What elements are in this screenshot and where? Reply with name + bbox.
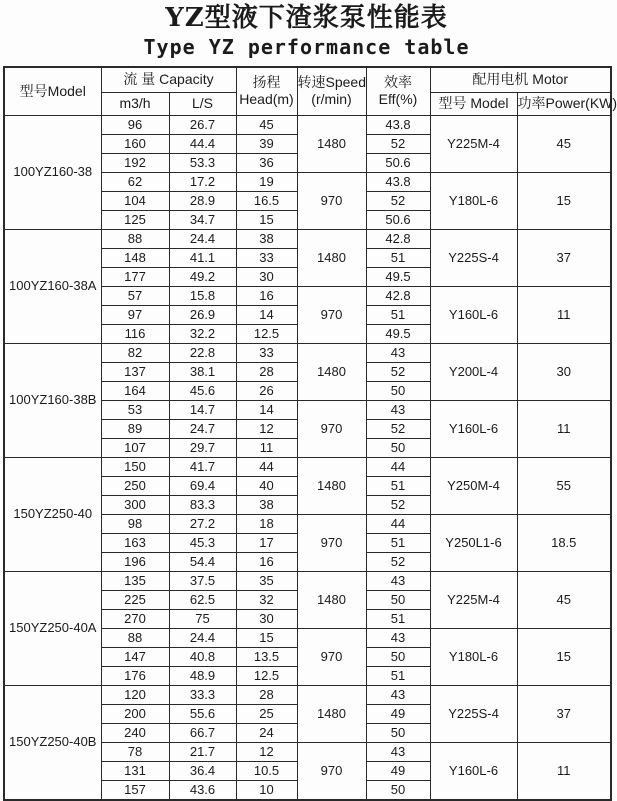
- eff-cell: 51: [366, 305, 430, 324]
- page-title-zh: YZ型液下渣浆泵性能表: [165, 3, 448, 33]
- speed-cell: 1480: [297, 685, 366, 742]
- head-cell: 35: [236, 571, 297, 590]
- capacity-m3h-cell: 88: [101, 628, 169, 647]
- header-motor-power: 功率Power(KW): [517, 92, 611, 115]
- head-cell: 10.5: [236, 761, 297, 780]
- capacity-m3h-cell: 53: [101, 400, 169, 419]
- capacity-ls-cell: 69.4: [169, 476, 236, 495]
- header-ls: L/S: [169, 92, 236, 115]
- head-cell: 30: [236, 267, 297, 286]
- head-cell: 19: [236, 172, 297, 191]
- eff-cell: 43: [366, 400, 430, 419]
- capacity-m3h-cell: 148: [101, 248, 169, 267]
- capacity-ls-cell: 55.6: [169, 704, 236, 723]
- capacity-ls-cell: 83.3: [169, 495, 236, 514]
- capacity-ls-cell: 45.6: [169, 381, 236, 400]
- eff-cell: 43: [366, 742, 430, 761]
- capacity-m3h-cell: 88: [101, 229, 169, 248]
- eff-cell: 50: [366, 590, 430, 609]
- eff-cell: 51: [366, 666, 430, 685]
- eff-cell: 52: [366, 419, 430, 438]
- capacity-m3h-cell: 116: [101, 324, 169, 343]
- capacity-ls-cell: 38.1: [169, 362, 236, 381]
- eff-cell: 50: [366, 381, 430, 400]
- head-cell: 45: [236, 115, 297, 134]
- head-cell: 33: [236, 248, 297, 267]
- capacity-m3h-cell: 96: [101, 115, 169, 134]
- capacity-m3h-cell: 107: [101, 438, 169, 457]
- motor-power-cell: 37: [517, 685, 611, 742]
- motor-model-cell: Y160L-6: [430, 286, 517, 343]
- model-cell: 100YZ160-38B: [4, 343, 101, 457]
- capacity-ls-cell: 66.7: [169, 723, 236, 742]
- capacity-ls-cell: 54.4: [169, 552, 236, 571]
- motor-model-cell: Y180L-6: [430, 628, 517, 685]
- speed-cell: 1480: [297, 115, 366, 172]
- head-cell: 12: [236, 742, 297, 761]
- capacity-m3h-cell: 300: [101, 495, 169, 514]
- header-eff: [366, 67, 430, 116]
- capacity-ls-cell: 41.7: [169, 457, 236, 476]
- capacity-m3h-cell: 150: [101, 457, 169, 476]
- speed-cell: 1480: [297, 229, 366, 286]
- performance-table: [3, 66, 617, 801]
- capacity-ls-cell: 34.7: [169, 210, 236, 229]
- capacity-m3h-cell: 78: [101, 742, 169, 761]
- capacity-m3h-cell: 62: [101, 172, 169, 191]
- capacity-ls-cell: 62.5: [169, 590, 236, 609]
- head-cell: 15: [236, 628, 297, 647]
- eff-cell: 43: [366, 571, 430, 590]
- motor-power-cell: 37: [517, 229, 611, 286]
- capacity-ls-cell: 41.1: [169, 248, 236, 267]
- header-motor: 配用电机 Motor: [430, 67, 611, 93]
- capacity-m3h-cell: 164: [101, 381, 169, 400]
- head-cell: 14: [236, 400, 297, 419]
- head-cell: 24: [236, 723, 297, 742]
- capacity-m3h-cell: 89: [101, 419, 169, 438]
- capacity-m3h-cell: 147: [101, 647, 169, 666]
- eff-cell: 49.5: [366, 324, 430, 343]
- motor-model-cell: Y180L-6: [430, 172, 517, 229]
- head-cell: 17: [236, 533, 297, 552]
- eff-cell: 50: [366, 438, 430, 457]
- head-cell: 13.5: [236, 647, 297, 666]
- motor-power-cell: 45: [517, 571, 611, 628]
- speed-cell: 1480: [297, 571, 366, 628]
- capacity-ls-cell: 28.9: [169, 191, 236, 210]
- speed-cell: 1480: [297, 343, 366, 400]
- table-row: [4, 457, 611, 476]
- eff-cell: 50: [366, 780, 430, 800]
- eff-cell: 52: [366, 495, 430, 514]
- capacity-m3h-cell: 225: [101, 590, 169, 609]
- head-cell: 44: [236, 457, 297, 476]
- capacity-ls-cell: 32.2: [169, 324, 236, 343]
- motor-model-cell: Y225S-4: [430, 229, 517, 286]
- capacity-m3h-cell: 192: [101, 153, 169, 172]
- capacity-ls-cell: 24.4: [169, 229, 236, 248]
- head-cell: 33: [236, 343, 297, 362]
- capacity-ls-cell: 27.2: [169, 514, 236, 533]
- capacity-ls-cell: 14.7: [169, 400, 236, 419]
- eff-cell: 50.6: [366, 153, 430, 172]
- head-cell: 40: [236, 476, 297, 495]
- capacity-ls-cell: 29.7: [169, 438, 236, 457]
- eff-cell: 42.8: [366, 229, 430, 248]
- capacity-ls-cell: 21.7: [169, 742, 236, 761]
- capacity-ls-cell: 26.9: [169, 305, 236, 324]
- head-cell: 16: [236, 286, 297, 305]
- header-eff-zh: 效率: [384, 73, 412, 90]
- capacity-ls-cell: 24.4: [169, 628, 236, 647]
- model-cell: 100YZ160-38A: [4, 229, 101, 343]
- capacity-m3h-cell: 97: [101, 305, 169, 324]
- eff-cell: 52: [366, 362, 430, 381]
- capacity-m3h-cell: 135: [101, 571, 169, 590]
- motor-model-cell: Y250L1-6: [430, 514, 517, 571]
- model-cell: 150YZ250-40: [4, 457, 101, 571]
- head-cell: 12.5: [236, 324, 297, 343]
- speed-cell: 970: [297, 400, 366, 457]
- eff-cell: 51: [366, 609, 430, 628]
- capacity-m3h-cell: 160: [101, 134, 169, 153]
- capacity-ls-cell: 37.5: [169, 571, 236, 590]
- motor-power-cell: 15: [517, 628, 611, 685]
- eff-cell: 52: [366, 191, 430, 210]
- capacity-m3h-cell: 196: [101, 552, 169, 571]
- motor-power-cell: 18.5: [517, 514, 611, 571]
- capacity-m3h-cell: 104: [101, 191, 169, 210]
- capacity-ls-cell: 40.8: [169, 647, 236, 666]
- motor-model-cell: Y225M-4: [430, 115, 517, 172]
- head-cell: 12: [236, 419, 297, 438]
- head-cell: 12.5: [236, 666, 297, 685]
- model-cell: 100YZ160-38: [4, 115, 101, 229]
- eff-cell: 43.8: [366, 172, 430, 191]
- header-head-en: Head(m): [239, 91, 294, 108]
- capacity-m3h-cell: 137: [101, 362, 169, 381]
- motor-model-cell: Y225S-4: [430, 685, 517, 742]
- capacity-m3h-cell: 57: [101, 286, 169, 305]
- eff-cell: 51: [366, 533, 430, 552]
- header-head-zh: 扬程: [252, 73, 281, 90]
- capacity-m3h-cell: 82: [101, 343, 169, 362]
- header-m3h: m3/h: [101, 92, 169, 115]
- capacity-ls-cell: 48.9: [169, 666, 236, 685]
- head-cell: 36: [236, 153, 297, 172]
- head-cell: 28: [236, 685, 297, 704]
- capacity-m3h-cell: 131: [101, 761, 169, 780]
- capacity-m3h-cell: 200: [101, 704, 169, 723]
- eff-cell: 51: [366, 476, 430, 495]
- head-cell: 11: [236, 438, 297, 457]
- header-capacity: 流 量 Capacity: [101, 67, 236, 93]
- eff-cell: 43: [366, 343, 430, 362]
- motor-power-cell: 11: [517, 400, 611, 457]
- motor-power-cell: 15: [517, 172, 611, 229]
- title-block: [0, 0, 613, 59]
- capacity-m3h-cell: 176: [101, 666, 169, 685]
- eff-cell: 52: [366, 134, 430, 153]
- table-body: [4, 115, 611, 800]
- head-cell: 32: [236, 590, 297, 609]
- head-cell: 25: [236, 704, 297, 723]
- table-row: [4, 685, 611, 704]
- model-cell: 150YZ250-40B: [4, 685, 101, 800]
- eff-cell: 50: [366, 647, 430, 666]
- model-cell: 150YZ250-40A: [4, 571, 101, 685]
- table-row: [4, 343, 611, 362]
- capacity-m3h-cell: 98: [101, 514, 169, 533]
- capacity-ls-cell: 17.2: [169, 172, 236, 191]
- eff-cell: 43: [366, 685, 430, 704]
- eff-cell: 43: [366, 628, 430, 647]
- capacity-ls-cell: 24.7: [169, 419, 236, 438]
- speed-cell: 970: [297, 172, 366, 229]
- motor-power-cell: 55: [517, 457, 611, 514]
- head-cell: 16.5: [236, 191, 297, 210]
- capacity-ls-cell: 36.4: [169, 761, 236, 780]
- head-cell: 10: [236, 780, 297, 800]
- motor-model-cell: Y160L-6: [430, 742, 517, 800]
- motor-model-cell: Y200L-4: [430, 343, 517, 400]
- motor-power-cell: 11: [517, 742, 611, 800]
- capacity-ls-cell: 53.3: [169, 153, 236, 172]
- page-title-en: Type YZ performance table: [143, 34, 470, 59]
- eff-cell: 52: [366, 552, 430, 571]
- motor-model-cell: Y160L-6: [430, 400, 517, 457]
- eff-cell: 49: [366, 704, 430, 723]
- eff-cell: 49: [366, 761, 430, 780]
- table-header: [4, 67, 617, 116]
- head-cell: 39: [236, 134, 297, 153]
- header-motor-model: 型号 Model: [430, 92, 517, 115]
- head-cell: 38: [236, 495, 297, 514]
- head-cell: 16: [236, 552, 297, 571]
- capacity-ls-cell: 15.8: [169, 286, 236, 305]
- eff-cell: 42.8: [366, 286, 430, 305]
- capacity-m3h-cell: 177: [101, 267, 169, 286]
- table-row: [4, 571, 611, 590]
- header-speed-en: (r/min): [311, 91, 352, 108]
- head-cell: 26: [236, 381, 297, 400]
- table-row: [4, 229, 611, 248]
- capacity-ls-cell: 26.7: [169, 115, 236, 134]
- header-speed: [297, 67, 366, 116]
- capacity-m3h-cell: 157: [101, 780, 169, 800]
- capacity-ls-cell: 44.4: [169, 134, 236, 153]
- capacity-m3h-cell: 240: [101, 723, 169, 742]
- capacity-ls-cell: 75: [169, 609, 236, 628]
- eff-cell: 44: [366, 457, 430, 476]
- head-cell: 18: [236, 514, 297, 533]
- capacity-ls-cell: 45.3: [169, 533, 236, 552]
- speed-cell: 970: [297, 514, 366, 571]
- capacity-m3h-cell: 120: [101, 685, 169, 704]
- eff-cell: 43.8: [366, 115, 430, 134]
- table-row: [4, 115, 611, 134]
- speed-cell: 970: [297, 628, 366, 685]
- capacity-ls-cell: 33.3: [169, 685, 236, 704]
- header-speed-zh: 转速Speed: [297, 73, 366, 90]
- motor-power-cell: 30: [517, 343, 611, 400]
- eff-cell: 44: [366, 514, 430, 533]
- head-cell: 14: [236, 305, 297, 324]
- head-cell: 15: [236, 210, 297, 229]
- eff-cell: 51: [366, 248, 430, 267]
- capacity-ls-cell: 43.6: [169, 780, 236, 800]
- speed-cell: 970: [297, 742, 366, 800]
- head-cell: 38: [236, 229, 297, 248]
- capacity-ls-cell: 49.2: [169, 267, 236, 286]
- head-cell: 30: [236, 609, 297, 628]
- eff-cell: 50.6: [366, 210, 430, 229]
- eff-cell: 50: [366, 723, 430, 742]
- capacity-m3h-cell: 250: [101, 476, 169, 495]
- motor-model-cell: Y250M-4: [430, 457, 517, 514]
- header-model: 型号Model: [4, 67, 101, 116]
- capacity-ls-cell: 22.8: [169, 343, 236, 362]
- capacity-m3h-cell: 125: [101, 210, 169, 229]
- speed-cell: 970: [297, 286, 366, 343]
- head-cell: 28: [236, 362, 297, 381]
- capacity-m3h-cell: 163: [101, 533, 169, 552]
- motor-power-cell: 45: [517, 115, 611, 172]
- header-eff-en: Eff(%): [378, 91, 418, 108]
- speed-cell: 1480: [297, 457, 366, 514]
- eff-cell: 49.5: [366, 267, 430, 286]
- motor-power-cell: 11: [517, 286, 611, 343]
- motor-model-cell: Y225M-4: [430, 571, 517, 628]
- header-head: [236, 67, 297, 116]
- capacity-m3h-cell: 270: [101, 609, 169, 628]
